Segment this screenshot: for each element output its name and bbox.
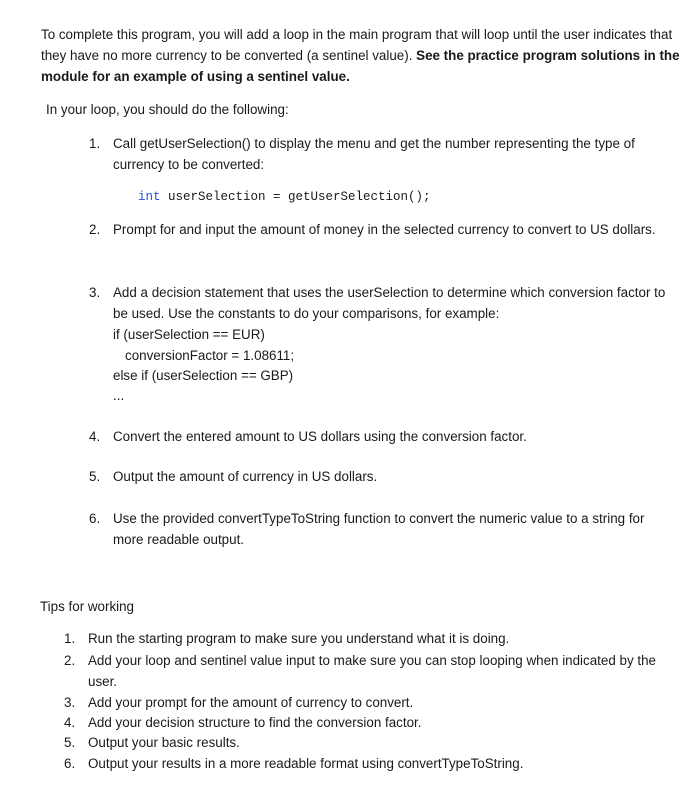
tip-text: Add your decision structure to find the conversion factor. (88, 715, 422, 730)
tip-text: Add your prompt for the amount of currency to convert. (88, 695, 414, 710)
tip-number: 3. (64, 695, 76, 710)
step-number: 6. (89, 511, 101, 526)
tip-text: Output your basic results. (88, 735, 240, 750)
example-line-3: else if (userSelection == GBP) (113, 368, 294, 383)
code-keyword: int (138, 190, 161, 204)
example-ellipsis: ... (113, 388, 125, 403)
step-number: 5. (89, 469, 101, 484)
tip-number: 2. (64, 653, 76, 668)
step-number: 3. (89, 285, 101, 300)
step-text: Prompt for and input the amount of money in the selected currency to convert to US dollars. (113, 222, 656, 237)
example-line-1: if (userSelection == EUR) (113, 327, 265, 342)
step-text: Output the amount of currency in US dollars. (113, 469, 378, 484)
step-number: 2. (89, 222, 101, 237)
tip-text: Add your loop and sentinel value input to make sure you can stop looping when indicated by the user. (88, 653, 656, 689)
tip-number: 1. (64, 631, 76, 646)
intro-bold-text: See the practice program solutions in the module for an example of using a sentinel value. (41, 48, 680, 84)
code-rest: userSelection = getUserSelection(); (160, 190, 431, 204)
code-snippet (138, 187, 431, 208)
tip-number: 5. (64, 735, 76, 750)
intro-text: To complete this program, you will add a loop in the main program that will loop until the user indicates that they have no more currency to be converted (a sentinel value). (41, 27, 673, 63)
step-text: Call getUserSelection() to display the menu and get the number representing the type of currency to be converted: (113, 136, 635, 172)
step-text: Convert the entered amount to US dollars using the conversion factor. (113, 429, 527, 444)
intro-paragraph (41, 24, 681, 87)
step-number: 4. (89, 429, 101, 444)
example-line-2: conversionFactor = 1.08611; (125, 348, 295, 363)
tip-text: Run the starting program to make sure you understand what it is doing. (88, 631, 510, 646)
loop-heading: In your loop, you should do the following: (46, 102, 289, 117)
tip-text: Output your results in a more readable format using convertTypeToString. (88, 756, 524, 771)
step-number: 1. (89, 136, 101, 151)
step-text: Use the provided convertTypeToString function to convert the numeric value to a string for more readable output. (113, 511, 645, 547)
tips-heading: Tips for working (40, 599, 135, 614)
step-text: Add a decision statement that uses the userSelection to determine which conversion factor to be used. Use the constants to do your comparisons, for example: (113, 285, 666, 321)
tip-number: 6. (64, 756, 76, 771)
tip-number: 4. (64, 715, 76, 730)
